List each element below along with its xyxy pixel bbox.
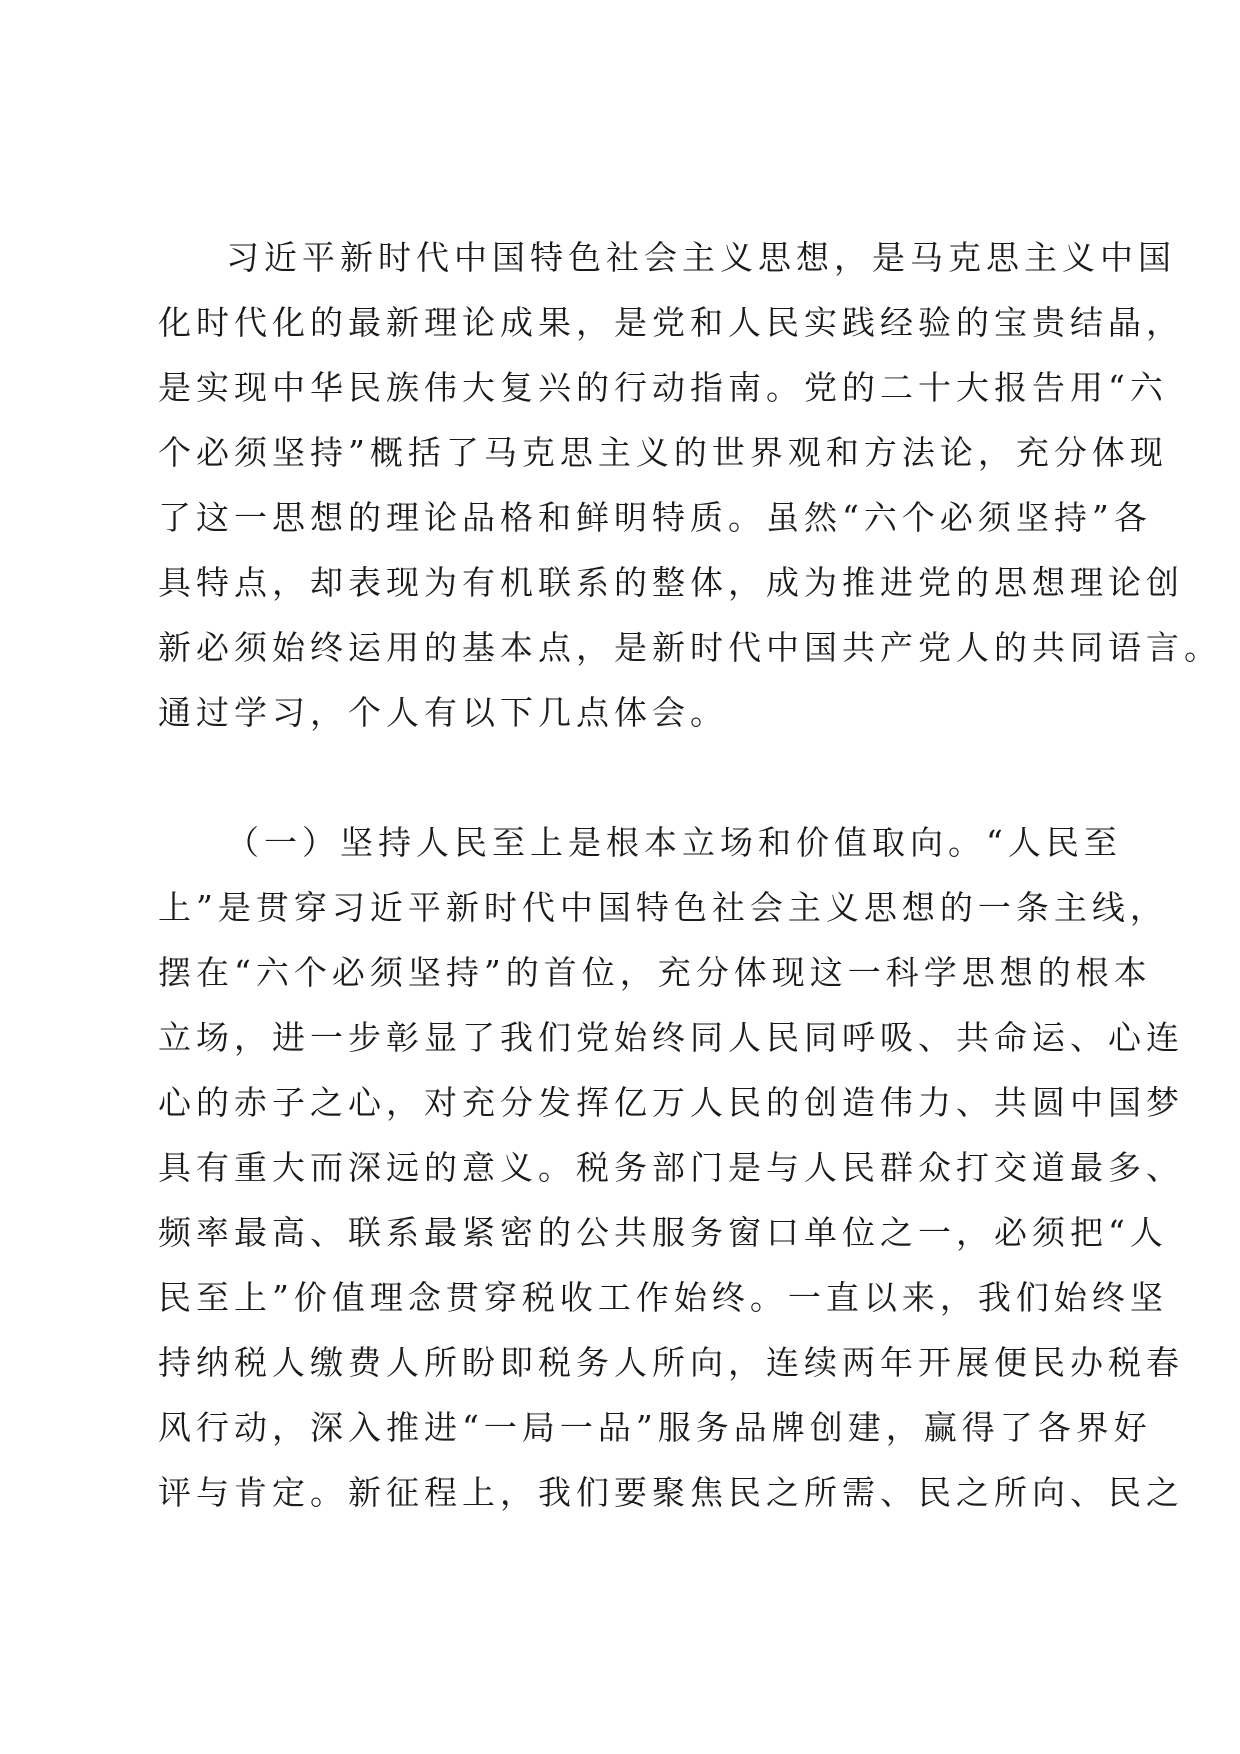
text-line: 民至上”价值理念贯穿税收工作始终。一直以来，我们始终坚 (158, 1278, 1168, 1317)
text-line: 通过学习，个人有以下几点体会。 (158, 693, 728, 732)
paragraph-section-one (158, 810, 1184, 1525)
text-line: 具特点，却表现为有机联系的整体，成为推进党的思想理论创 (158, 563, 1184, 602)
text-line: 是实现中华民族伟大复兴的行动指南。党的二十大报告用“六 (158, 368, 1168, 407)
text-line: 心的赤子之心，对充分发挥亿万人民的创造伟力、共圆中国梦 (158, 1083, 1184, 1122)
text-line: 摆在“六个必须坚持”的首位，充分体现这一科学思想的根本 (158, 953, 1152, 992)
text-line: （一）坚持人民至上是根本立场和价值取向。“人民至 (226, 823, 1122, 862)
text-line: 立场，进一步彰显了我们党始终同人民同呼吸、共命运、心连 (158, 1018, 1184, 1057)
text-line: 持纳税人缴费人所盼即税务人所向，连续两年开展便民办税春 (158, 1343, 1184, 1382)
text-line: 上”是贯穿习近平新时代中国特色社会主义思想的一条主线， (158, 888, 1168, 927)
text-line: 频率最高、联系最紧密的公共服务窗口单位之一，必须把“人 (158, 1213, 1168, 1252)
paragraph-intro (158, 225, 1222, 745)
text-line: 个必须坚持”概括了马克思主义的世界观和方法论，充分体现 (158, 433, 1168, 472)
text-line: 新必须始终运用的基本点，是新时代中国共产党人的共同语言。 (158, 628, 1222, 667)
text-line: 具有重大而深远的意义。税务部门是与人民群众打交道最多、 (158, 1148, 1184, 1187)
text-line: 化时代化的最新理论成果，是党和人民实践经验的宝贵结晶， (158, 303, 1184, 342)
text-line: 评与肯定。新征程上，我们要聚焦民之所需、民之所向、民之 (158, 1473, 1184, 1512)
text-line: 习近平新时代中国特色社会主义思想，是马克思主义中国 (226, 238, 1176, 277)
text-line: 风行动，深入推进“一局一品”服务品牌创建，赢得了各界好 (158, 1408, 1152, 1447)
text-line: 了这一思想的理论品格和鲜明特质。虽然“六个必须坚持”各 (158, 498, 1152, 537)
